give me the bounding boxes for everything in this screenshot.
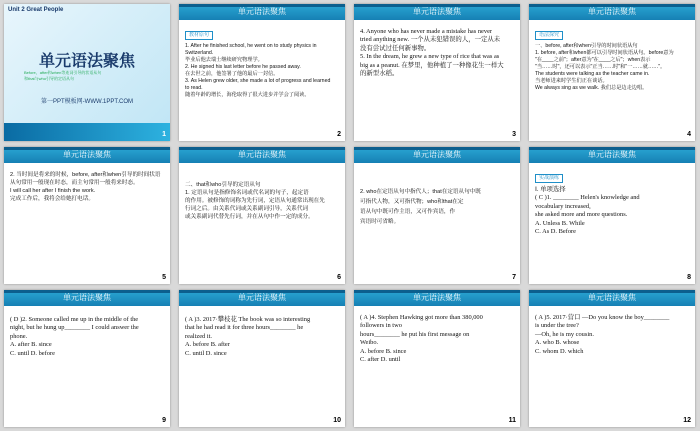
- slide-header: 单元语法聚焦: [4, 290, 170, 306]
- slide-body: ( A )5. 2017·营口 —Do you know the boy________ is under the tree? —Oh, he is my cousin. A. who B. whose C. whom D. which: [535, 314, 670, 355]
- slide-grid: [4, 4, 696, 427]
- slide-body: ( A )4. Stephen Hawking got more than 380,000 followers in two hours________ he put his first message on Weibo. A. before B. since C. after D. until: [360, 314, 483, 364]
- slide-header: 单元语法聚焦: [179, 290, 345, 306]
- slide-number: 9: [162, 417, 166, 424]
- section-tag: 语法探究: [535, 31, 563, 40]
- slide-header: 单元语法聚焦: [354, 4, 520, 20]
- slide-thumbnail-5[interactable]: [4, 147, 170, 284]
- slide-number: 6: [337, 274, 341, 281]
- decorative-stripe: [4, 123, 170, 141]
- slide-number: 12: [683, 417, 691, 424]
- slide-number: 7: [512, 274, 516, 281]
- slide-header: 单元语法聚焦: [4, 147, 170, 163]
- slide-header: 单元语法聚焦: [179, 4, 345, 20]
- slide-body: 二、that和who引导的定语从句 1. 定语从句是指修饰名词或代名词的句子，起定语 的作用。被修饰的词称为先行词，定语从句通常出现在先 行词之后。由关系代词或关系副词引导，关系代词 或关系副词代替先行词，并在从句中作一定的成分。: [185, 182, 325, 220]
- slide-thumbnail-11[interactable]: [354, 290, 520, 427]
- slide-number: 1: [162, 131, 166, 138]
- slide-thumbnail-10[interactable]: [179, 290, 345, 427]
- unit-label: Unit 2 Great People: [8, 7, 64, 13]
- slide-thumbnail-7[interactable]: [354, 147, 520, 284]
- slide-body: 2. who在定语从句中指代人；that在定语从句中既 可指代人物，又可指代物；who和that在定 语从句中既可作主语，又可作宾语，作 宾语时可省略。: [360, 189, 481, 225]
- slide-thumbnail-9[interactable]: [4, 290, 170, 427]
- slide-body: ( A )3. 2017·攀枝花 The book was so interesting that he had read it for three hours________ he realized it. A. before B. after C. until D. since: [185, 316, 311, 357]
- slide-title: 单元语法聚焦: [38, 53, 135, 70]
- slide-number: 3: [512, 131, 516, 138]
- slide-header: 单元语法聚焦: [354, 147, 520, 163]
- slide-header: 单元语法聚焦: [529, 290, 695, 306]
- slide-thumbnail-6[interactable]: [179, 147, 345, 284]
- slide-thumbnail-2[interactable]: [179, 4, 345, 141]
- slide-thumbnail-12[interactable]: [529, 290, 695, 427]
- slide-body: 2. 当时间是将来的时候，before, after和when引导的时间状语 从句常用一般现在时态，而主句常用一般将来时态。 I will call her after I finish the work. 完成工作后，我将会给她打电话。: [10, 172, 161, 202]
- slide-thumbnail-8[interactable]: [529, 147, 695, 284]
- slide-header: 单元语法聚焦: [529, 4, 695, 20]
- slide-body: 一、before, after和when引导的时间状语从句 1. before, after和when都可以引导时间状语从句。before意为 "在____之前"；after意为"在____之后"；when表示 "当……时"，还可以表示"正当……时"和"一……就……"。 The students were talking as the teacher came in. 当老师进来时学生们正在谈话。 We always sing as we walk. 我们总是边走边唱。: [535, 43, 674, 91]
- slide-header: 单元语法聚焦: [354, 290, 520, 306]
- slide-body: 4. Anyone who has never made a mistake has never tried anything new. 一个从未犯错误的人，一定从未 没有尝试过任何新事物。 5. In the dream, he grew a new type of rice that was as big as a peanut. 在梦里，他种植了一种像花生一样大 的新型水稻。: [360, 28, 504, 78]
- slide-thumbnail-1[interactable]: [4, 4, 170, 141]
- slide-thumbnail-4[interactable]: [529, 4, 695, 141]
- slide-number: 8: [687, 274, 691, 281]
- slide-body: ( D )2. Someone called me up in the middle of the night, but he hung up________ I could answer the phone. A. after B. since C. until D. before: [10, 316, 139, 357]
- section-tag: 教材原句: [185, 31, 213, 40]
- slide-thumbnail-3[interactable]: [354, 4, 520, 141]
- slide-header: 单元语法聚焦: [179, 147, 345, 163]
- slide-number: 10: [333, 417, 341, 424]
- slide-number: 4: [687, 131, 691, 138]
- slide-subtitle: Before、after和when等连词引导的状语从句 和that与who引导的定语从句: [24, 70, 102, 81]
- slide-body: 1. After he finished school, he went on to study physics in Switzerland. 毕业后他去瑞士继续研究物理学。 2. He signed his last letter before he passed away. 在去世之前，他签署了他的最后一封信。 3. As Helen grew older, she made a lot of progress and learned to read. 随着年龄的增长，海伦取得了很大进步并学会了阅读。: [185, 43, 331, 98]
- slide-header: 单元语法聚焦: [529, 147, 695, 163]
- slide-number: 2: [337, 131, 341, 138]
- website-label: 第一PPT模板网-WWW.1PPT.COM: [41, 99, 133, 105]
- section-tag: 实战演练: [535, 174, 563, 183]
- slide-body: Ⅰ. 单项选择 ( C )1. ________ Helen's knowledge and vocabulary increased, she asked more and more questions. A. Unless B. While C. As D. Before: [535, 186, 640, 236]
- slide-number: 11: [508, 417, 516, 424]
- slide-number: 5: [162, 274, 166, 281]
